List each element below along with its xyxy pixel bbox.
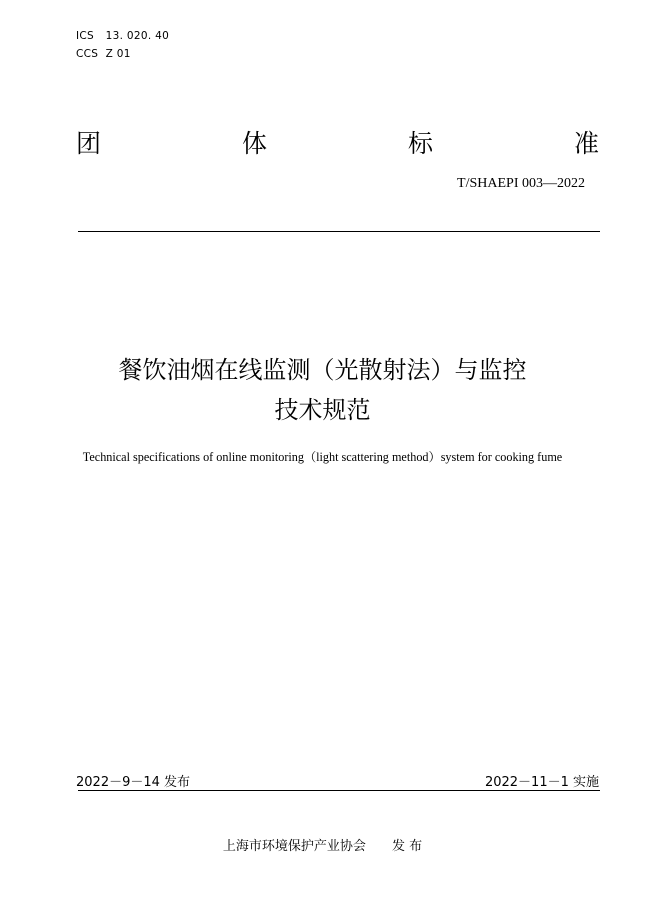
chinese-title-line-1: 餐饮油烟在线监测（光散射法）与监控	[118, 356, 527, 384]
bottom-divider	[78, 790, 600, 791]
english-title: Technical specifications of online monitoring（light scattering method）system for cooking fume	[82, 450, 563, 464]
ccs-label: CCS	[76, 48, 99, 60]
publisher-action: 发 布	[391, 839, 423, 854]
document-type-char: 团	[76, 129, 102, 158]
chinese-title	[0, 350, 645, 430]
document-type-char: 标	[407, 129, 433, 158]
document-type-char: 准	[573, 129, 599, 158]
top-divider	[78, 231, 600, 232]
publisher-line	[0, 835, 645, 854]
ics-label: ICS	[76, 30, 94, 42]
ics-line	[76, 30, 169, 42]
ccs-value: Z 01	[105, 48, 131, 60]
release-date: 2022－9－14 发布	[76, 775, 191, 790]
ics-value: 13. 020. 40	[105, 30, 170, 42]
publisher-name: 上海市环境保护产业协会	[222, 839, 366, 854]
standard-number: T/SHAEPI 003—2022	[457, 176, 585, 191]
effective-date: 2022－11－1 实施	[484, 775, 599, 790]
document-type-char: 体	[241, 129, 267, 158]
ccs-line	[76, 48, 131, 60]
chinese-title-line-2: 技术规范	[274, 396, 371, 424]
document-type-heading	[76, 124, 599, 158]
